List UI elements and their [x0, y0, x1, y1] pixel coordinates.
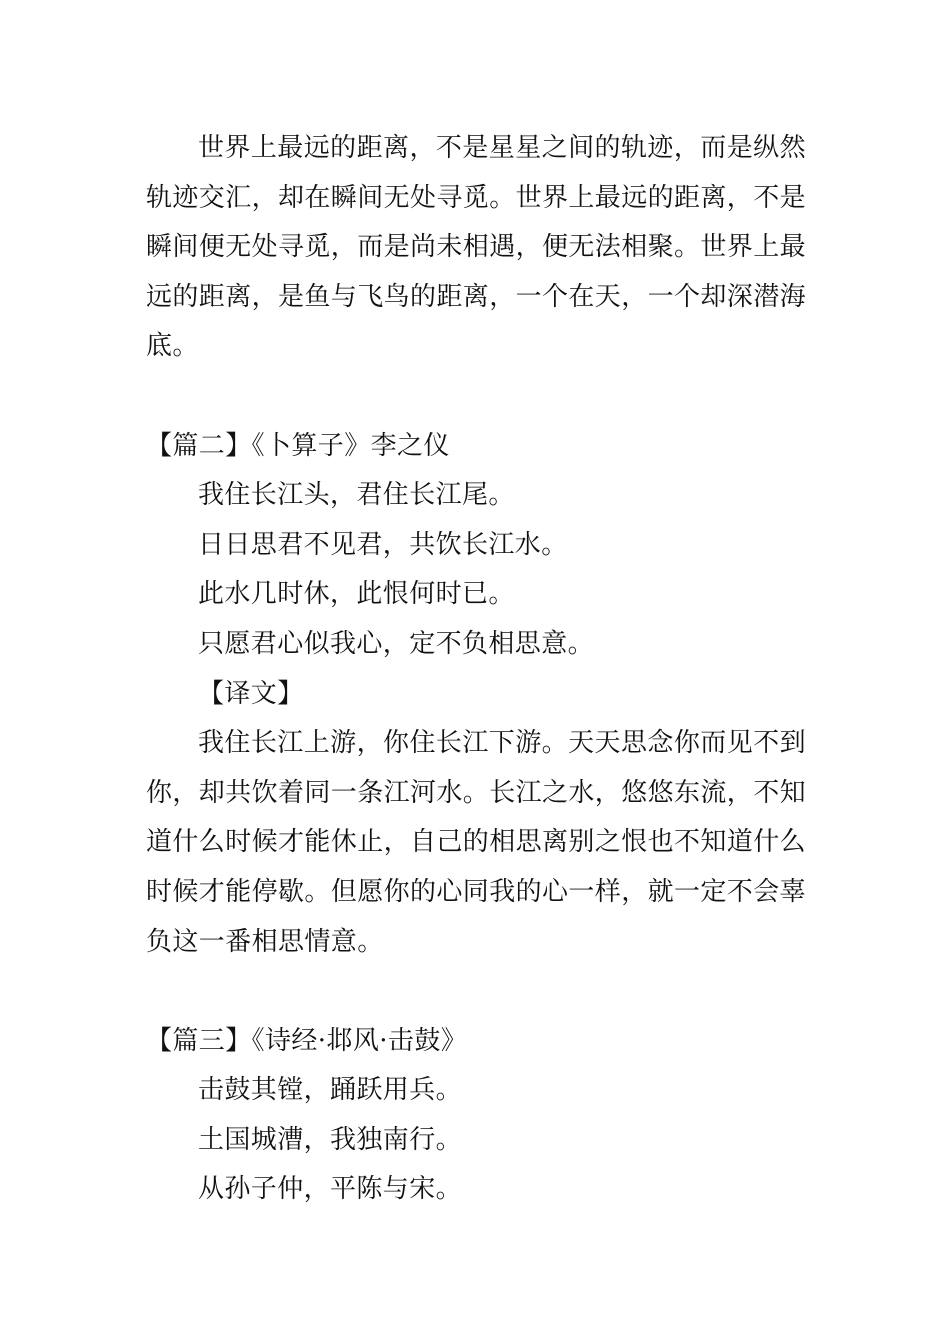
- document-page: [146, 124, 806, 1215]
- section3-heading: 【篇三】《诗经·邶风·击鼓》: [146, 1025, 468, 1056]
- poem-line: 此水几时休，此恨何时已。: [198, 579, 515, 610]
- poem-line: 日日思君不见君，共饮长江水。: [198, 529, 568, 560]
- poem-line: 我住长江头，君住长江尾。: [198, 480, 515, 511]
- section-gap: [146, 372, 806, 422]
- translation-label: 【译文】: [198, 678, 304, 709]
- intro-paragraph: 世界上最远的距离，不是星星之间的轨迹，而是纵然轨迹交汇，却在瞬间无处寻觅。世界上最远的距离，不是瞬间便无处寻觅，而是尚未相遇，便无法相聚。世界上最远的距离，是鱼与飞鸟的距离，一个在天，一个却深潜海底。: [146, 133, 807, 362]
- translation-paragraph: 我住长江上游，你住长江下游。天天思念你而见不到你，却共饮着同一条江河水。长江之水，悠悠东流，不知道什么时候才能休止，自己的相思离别之恨也不知道什么时候才能停歇。但愿你的心同我的心一样，就一定不会辜负这一番相思情意。: [146, 728, 807, 957]
- section-gap: [146, 967, 806, 1017]
- poem-line: 从孙子仲，平陈与宋。: [198, 1174, 463, 1205]
- poem-line: 土国城漕，我独南行。: [198, 1124, 463, 1155]
- poem-line: 只愿君心似我心，定不负相思意。: [198, 628, 595, 659]
- section2-heading: 【篇二】《卜算子》李之仪: [146, 430, 450, 461]
- poem-line: 击鼓其镗，踊跃用兵。: [198, 1075, 463, 1106]
